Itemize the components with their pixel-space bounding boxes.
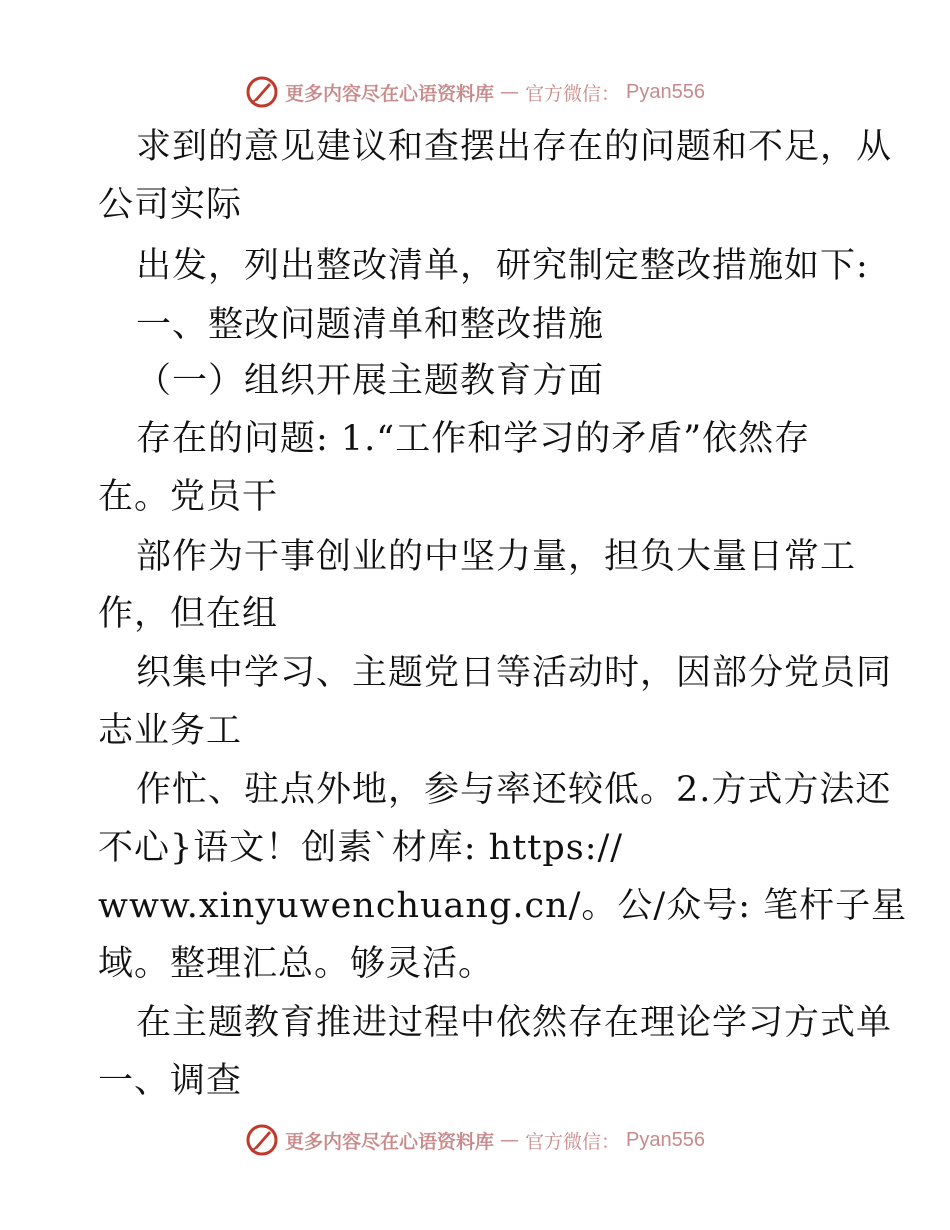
text-line: 在。党员干 <box>98 477 279 517</box>
text-line: 作忙、驻点外地，参与率还较低。2.方式方法还 <box>136 770 892 810</box>
text-line: 存在的问题: 1.“工作和学习的矛盾”依然存 <box>136 419 811 459</box>
quill-logo-icon <box>245 75 279 109</box>
banner-text: 更多内容尽在心语资料库 <box>285 82 495 105</box>
text-line: 出发，列出整改清单，研究制定整改措施如下: <box>136 246 869 286</box>
text-line: www.xinyuwenchuang.cn/。公/众号: 笔杆子星 <box>98 886 908 926</box>
text-line: 织集中学习、主题党日等活动时，因部分党员同 <box>136 653 893 693</box>
wechat-id: Pyan556 <box>626 1128 705 1151</box>
text-line: 域。整理汇总。够灵活。 <box>98 944 495 984</box>
footer-banner <box>0 1120 950 1160</box>
text-line: 求到的意见建议和查摆出存在的问题和不足，从 <box>136 127 893 167</box>
text-line: 部作为干事创业的中坚力量，担负大量日常工 <box>136 537 857 577</box>
header-banner <box>0 72 950 112</box>
banner-text: 更多内容尽在心语资料库 <box>285 1130 495 1153</box>
section-heading: 一、整改问题清单和整改措施 <box>136 305 605 345</box>
text-line: 志业务工 <box>98 711 243 751</box>
text-line: 不心}语文！创素`材库: https:// <box>98 828 624 868</box>
text-line: 公司实际 <box>98 185 243 225</box>
wechat-id: Pyan556 <box>626 80 705 103</box>
quill-logo-icon <box>245 1123 279 1157</box>
subsection-heading: （一）组织开展主题教育方面 <box>136 361 605 401</box>
text-line: 在主题教育推进过程中依然存在理论学习方式单 <box>136 1003 893 1043</box>
banner-dash: — <box>500 81 520 103</box>
official-label: 官方微信： <box>525 1130 621 1153</box>
text-line: 作，但在组 <box>98 594 279 634</box>
banner-dash: — <box>500 1129 520 1151</box>
text-line: 一、调查 <box>98 1061 243 1101</box>
official-label: 官方微信： <box>525 82 621 105</box>
